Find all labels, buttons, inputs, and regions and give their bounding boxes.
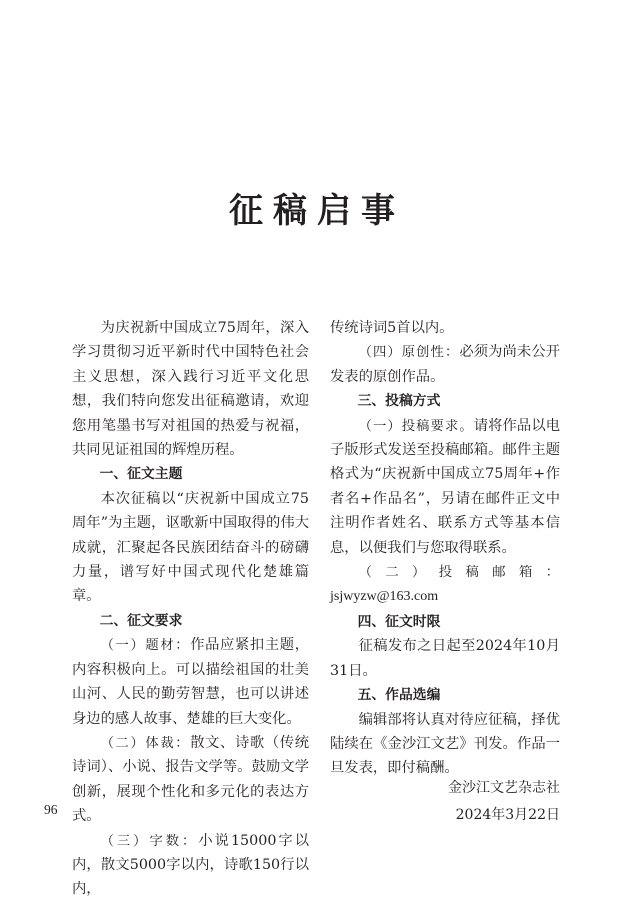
requirement-genre-text: 散文、诗歌（传统诗词）、小说、报告文学等。鼓励文学创新，展现个性化和多元化的表达方式。 — [72, 734, 310, 825]
selection-paragraph: 编辑部将认真对待应征稿，择优陆续在《金沙江文艺》刊发。作品一旦发表，即付稿酬。 — [330, 711, 560, 777]
submission-email-label: （二）投稿邮箱： — [358, 564, 560, 580]
intro-paragraph: 为庆祝新中国成立75周年，深入学习贯彻习近平新时代中国特色社会主义思想，深入践行习近平文化思想，我们特向您发出征稿邀请，欢迎您用笔墨书写对祖国的热爱与祝福，共同见证祖国的辉煌历程。 — [72, 320, 309, 459]
signature-date: 2024年3月22日 — [455, 807, 560, 823]
section-heading-deadline: 四、征文时限 — [357, 613, 441, 630]
requirement-subject-text: 作品应紧扣主题，内容积极向上。可以描绘祖国的壮美山河、人民的勤劳智慧，也可以讲述身边的感人故事、楚雄的巨大变化。 — [72, 637, 310, 727]
page-number: 96 — [44, 802, 58, 817]
requirement-originality-label: （四）原创性： — [358, 344, 460, 360]
section-heading-submission: 三、投稿方式 — [357, 393, 441, 410]
requirement-length-label: （三）字数： — [100, 832, 199, 848]
section-heading-requirements: 二、征文要求 — [99, 612, 183, 629]
requirement-subject — [72, 633, 309, 731]
submission-requirement-text: 请将作品以电子版形式发送至投稿邮箱。邮件主题格式为“庆祝新中国成立75周年+作者名+作品名”，另请在邮件正文中注明作者姓名、联系方式等基本信息，以便我们与您取得联系。 — [330, 417, 561, 556]
submission-requirement — [330, 414, 560, 560]
requirement-length-continued: 传统诗词5首以内。 — [330, 320, 454, 336]
submission-requirement-label: （一）投稿要求。 — [358, 417, 474, 433]
section-heading-selection: 五、作品选编 — [357, 687, 441, 704]
deadline-paragraph: 征稿发布之日起至2024年10月31日。 — [330, 638, 560, 679]
page-title: 征稿启事 — [229, 191, 405, 231]
requirement-genre — [72, 731, 309, 829]
section-heading-theme: 一、征文主题 — [99, 466, 183, 483]
submission-email — [330, 560, 560, 610]
left-column — [72, 316, 309, 902]
submission-email-address[interactable]: jsjwyzw@163.com — [330, 589, 439, 605]
requirement-length-text: 小说15000字以内，散文5000字以内，诗歌150行以内， — [72, 832, 310, 898]
right-column — [330, 316, 560, 781]
signature-block — [420, 775, 560, 829]
requirement-genre-label: （二）体裁： — [100, 734, 191, 750]
signature-org: 金沙江文艺杂志社 — [448, 780, 560, 796]
requirement-originality-text: 必须为尚未公开发表的原创作品。 — [330, 344, 561, 385]
requirement-length — [72, 829, 309, 902]
requirement-originality — [330, 340, 560, 389]
theme-paragraph: 本次征稿以“庆祝新中国成立75周年”为主题，讴歌新中国取得的伟大成就，汇聚起各民族团结奋斗的磅礴力量，谱写好中国式现代化楚雄篇章。 — [72, 490, 309, 605]
requirement-subject-label: （一）题材： — [100, 637, 191, 653]
